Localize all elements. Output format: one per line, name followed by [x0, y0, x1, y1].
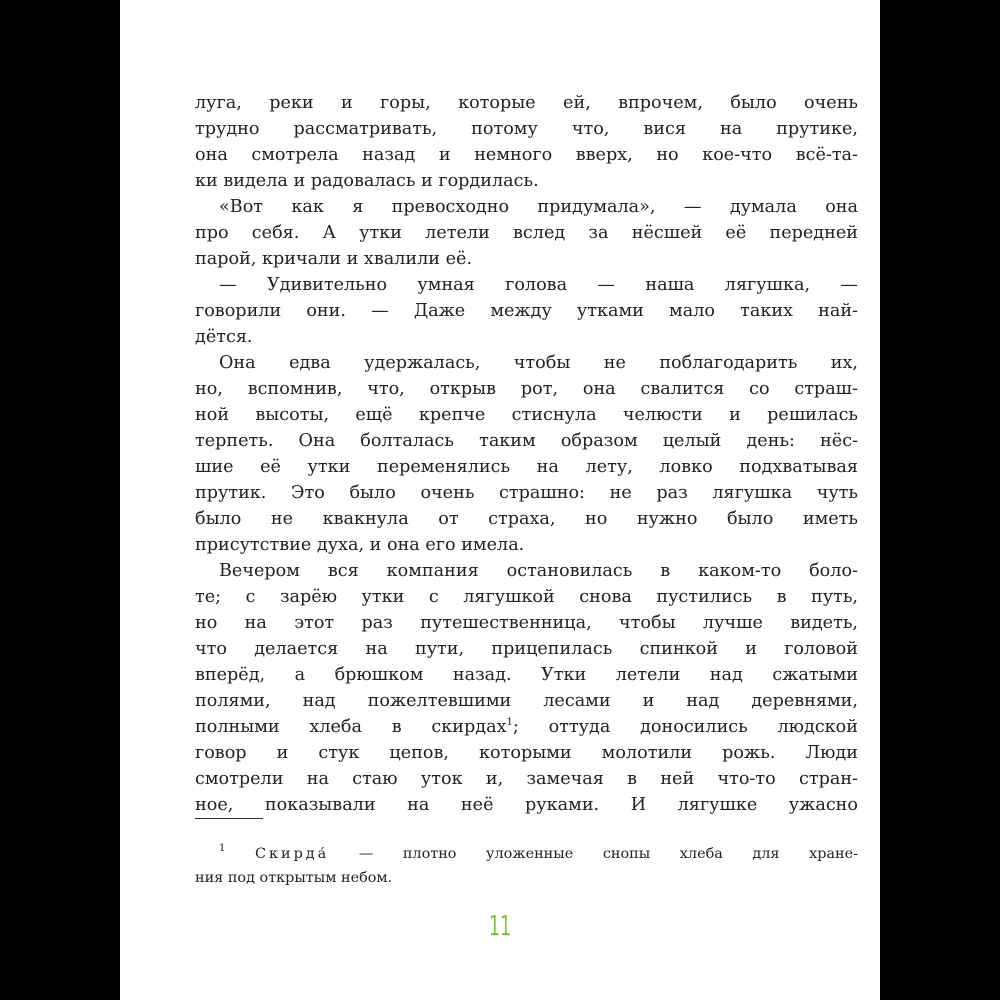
footnote-marker: 1 [506, 717, 513, 728]
book-page [120, 0, 880, 1000]
text-line: присутствие духа, и она его имела. [195, 535, 525, 555]
text-line: говор и стук цепов, которыми молотили рожь. Люди [195, 743, 858, 763]
text-line: прутик. Это было очень страшно: не раз лягушка чуть [195, 483, 858, 503]
text-line: смотрели на стаю уток и, замечая в ней что-то стран- [195, 769, 858, 789]
text-line: про себя. А утки летели вслед за нёсшей её передней [195, 223, 858, 243]
text-line: но, вспомнив, что, открыв рот, она свалится со страш- [195, 379, 858, 399]
text-line: ки видела и радовалась и гордилась. [195, 171, 539, 191]
text-line: полями, над пожелтевшими лесами и над деревнями, [195, 691, 858, 711]
text-line-part: ; оттуда доносились людской [512, 717, 858, 737]
text-line: «Вот как я превосходно придумала», — думала она [219, 197, 858, 217]
text-line: те; с зарёю утки с лягушкой снова пустились в путь, [195, 587, 858, 607]
text-line: было не квакнула от страха, но нужно было иметь [195, 509, 858, 529]
footnote-line [219, 842, 858, 866]
text-line: ное, показывали на неё руками. И лягушке ужасно [195, 795, 858, 815]
text-line: — Удивительно умная голова — наша лягушка, — [219, 275, 858, 295]
text-line: Она едва удержалась, чтобы не поблагодарить их, [219, 353, 858, 373]
footnote-text: — плотно уложенные снопы хлеба для хране- [329, 846, 858, 862]
text-line [195, 714, 858, 740]
text-line: вперёд, а брюшком назад. Утки летели над сжатыми [195, 665, 858, 685]
text-line: ной высоты, ещё крепче стиснула челюсти и решилась [195, 405, 858, 425]
text-line: шие её утки переменялись на лету, ловко подхватывая [195, 457, 858, 477]
text-line: луга, реки и горы, которые ей, впрочем, было очень [195, 93, 858, 113]
text-line: говорили они. — Даже между утками мало таких най- [195, 301, 858, 321]
text-line-part: полными хлеба в скирдах [195, 717, 507, 737]
text-line: терпеть. Она болталась таким образом целый день: нёс- [195, 431, 858, 451]
page-number: 11 [488, 909, 512, 942]
text-line: Вечером вся компания остановилась в каком-то боло- [219, 561, 858, 581]
text-line: она смотрела назад и немного вверх, но кое-что всё-та- [195, 145, 858, 165]
text-line: парой, кричали и хвалили её. [195, 249, 473, 269]
footnote-line: ния под открытым небом. [195, 870, 393, 886]
text-line: трудно рассматривать, потому что, вися на прутике, [195, 119, 858, 139]
text-line: но на этот раз путешественница, чтобы лучше видеть, [195, 613, 858, 633]
text-line: дётся. [195, 327, 253, 347]
footnote-term: Скирда́ [254, 846, 330, 862]
footnote-number: 1 [219, 843, 226, 854]
footnote-divider [195, 818, 263, 819]
text-line: что делается на пути, прицепилась спинкой и головой [195, 639, 858, 659]
